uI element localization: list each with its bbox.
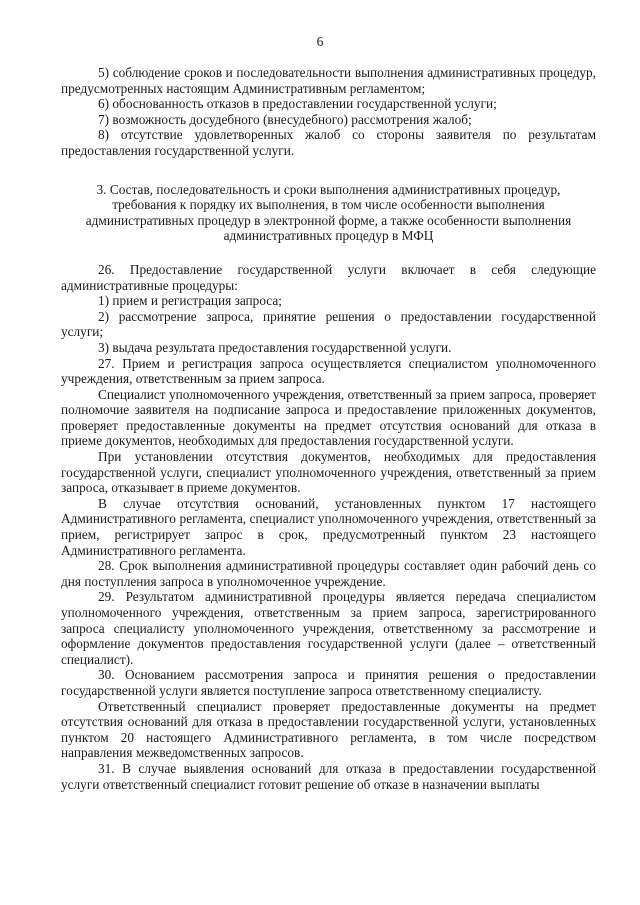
paragraph-30: 30. Основанием рассмотрения запроса и принятия решения о предоставлении государственной услуги является поступление запроса ответственному специалисту. — [61, 667, 596, 698]
paragraph-missing-documents: При установлении отсутствия документов, необходимых для предоставления государственной услуги, специалист уполномоченного учреждения, ответственный за прием запроса, отказывает в приеме документов. — [61, 449, 596, 496]
procedure-item-3: 3) выдача результата предоставления государственной услуги. — [98, 339, 452, 355]
section-heading: 3. Состав, последовательность и сроки выполнения административных процедур, требования к порядку их выполнения, в том числе особенности выполнения административных процедур в электронной форме, а также особенности выполнения административных процедур в МФЦ — [85, 181, 572, 244]
spacer — [61, 244, 596, 262]
list-item-5: 5) соблюдение сроков и последовательности выполнения административных процедур, предусмотренных настоящим Административным регламентом; — [61, 65, 596, 96]
paragraph-29: 29. Результатом административной процедуры является передача специалистом уполномоченного учреждения, ответственным за прием запроса, зарегистрированного запроса специалисту уполномоченного учреждения, ответственному за рассмотрение и оформление документов предоставления государственной услуги (далее – ответственный специалист). — [61, 589, 596, 667]
document-body — [61, 65, 596, 792]
paragraph-responsible-check: Ответственный специалист проверяет предоставленные документы на предмет отсутствия оснований для отказа в предоставлении государственной услуги, установленных пунктом 20 настоящего Административного регламента, в том числе посредством направления межведомственных запросов. — [61, 698, 596, 761]
list-item-6: 6) обоснованность отказов в предоставлении государственной услуги; — [98, 96, 497, 112]
paragraph-28: 28. Срок выполнения административной процедуры составляет один рабочий день со дня поступления запроса в уполномоченное учреждение. — [61, 558, 596, 589]
page-number: 6 — [316, 34, 324, 49]
paragraph-27: 27. Прием и регистрация запроса осуществляется специалистом уполномоченного учреждения, ответственным за прием запроса. — [61, 355, 596, 387]
list-item-7: 7) возможность досудебного (внесудебного) рассмотрения жалоб; — [98, 111, 472, 127]
procedure-item-1: 1) прием и регистрация запроса; — [98, 293, 282, 309]
paragraph-no-grounds: В случае отсутствия оснований, установленных пунктом 17 настоящего Административного регламента, специалист уполномоченного учреждения, ответственный за прием, регистрирует запрос в срок, предусмотренный пунктом 23 настоящего Административного регламента. — [61, 495, 596, 558]
paragraph-specialist-check: Специалист уполномоченного учреждения, ответственный за прием запроса, проверяет полномочие заявителя на подписание запроса и предоставление приложенных документов, проверяет предоставленные документы на предмет отсутствия оснований для отказа в приеме документов, необходимых для предоставления государственной услуги. — [61, 386, 596, 449]
spacer — [61, 159, 596, 182]
procedure-item-2: 2) рассмотрение запроса, принятие решения о предоставлении государственной услуги; — [61, 308, 596, 340]
paragraph-26: 26. Предоставление государственной услуги включает в себя следующие административные процедуры: — [61, 261, 596, 293]
list-item-8: 8) отсутствие удовлетворенных жалоб со стороны заявителя по результатам предоставления государственной услуги. — [61, 127, 596, 158]
paragraph-31: 31. В случае выявления оснований для отказа в предоставлении государственной услуги ответственный специалист готовит решение об отказе в назначении выплаты — [61, 760, 596, 792]
